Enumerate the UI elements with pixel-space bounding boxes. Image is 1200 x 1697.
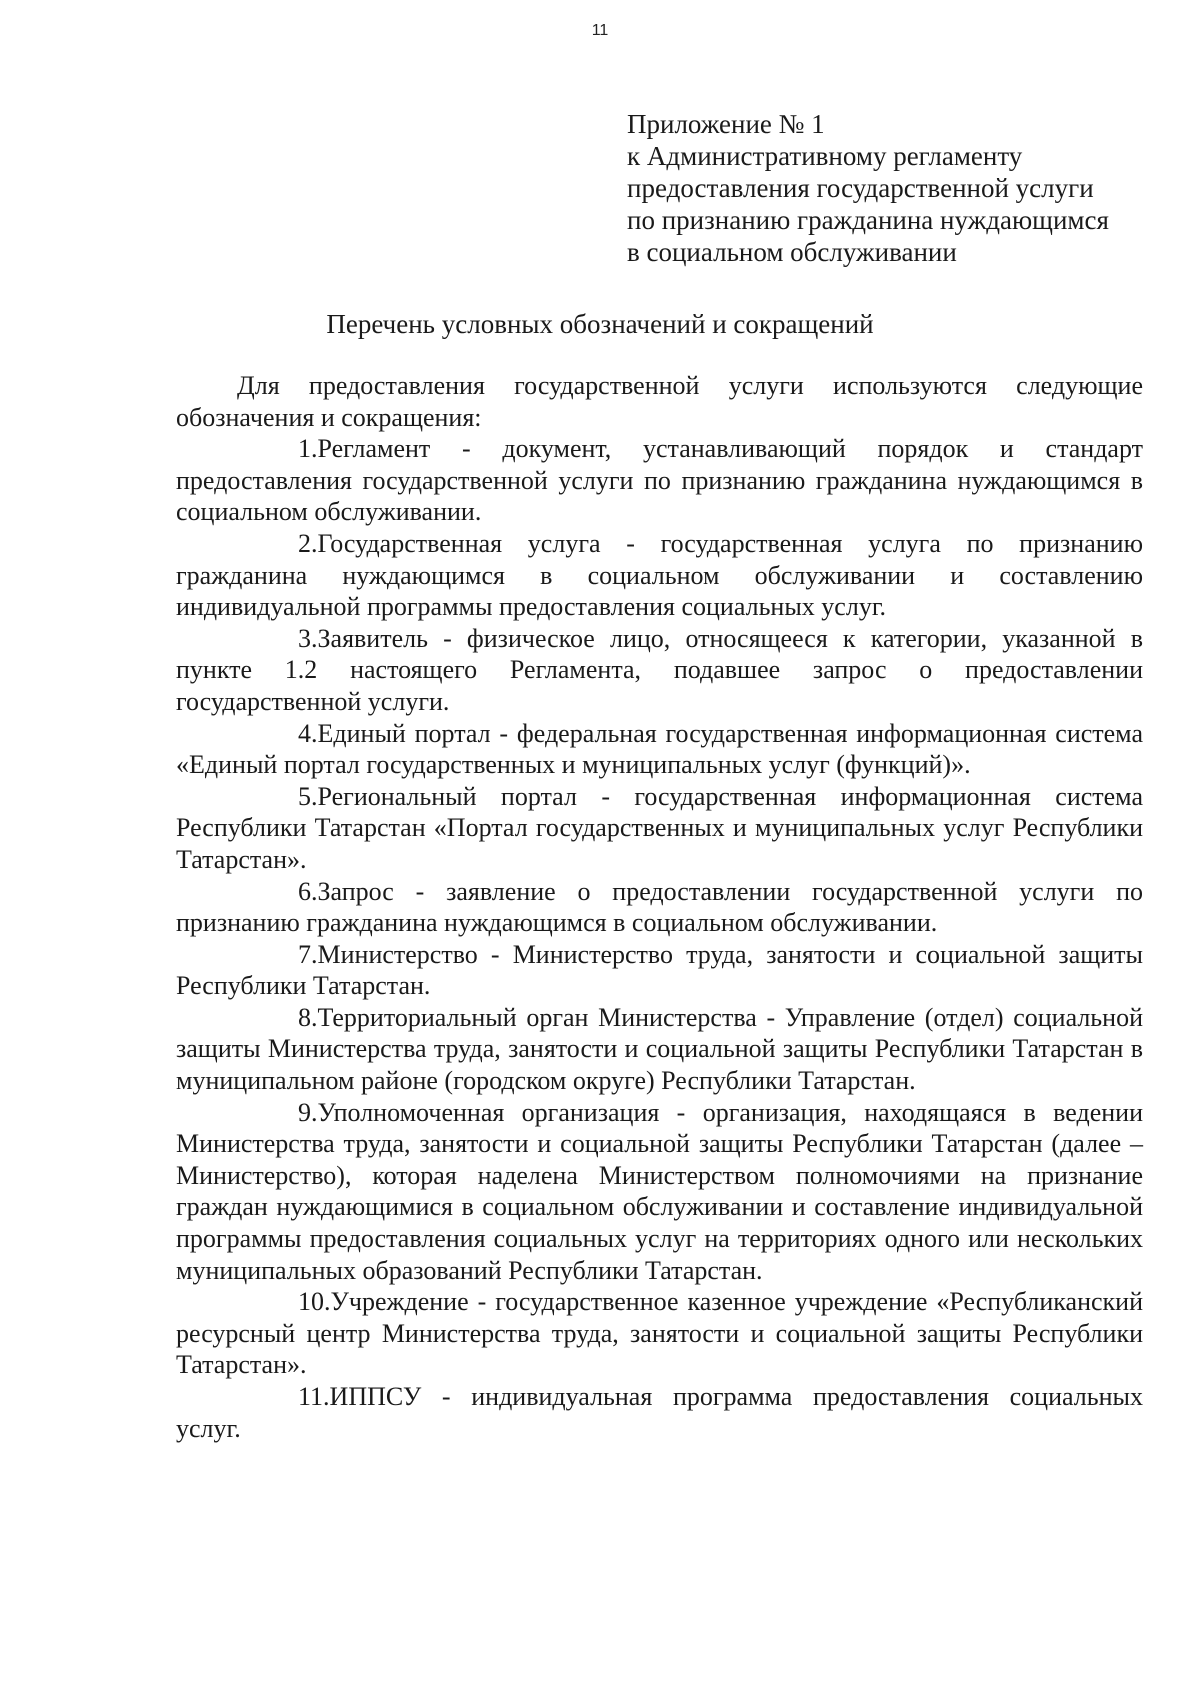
item-text: Единый портал - федеральная государственная информационная система «Единый портал государственных и муниципальных услуг (функций)».	[176, 718, 1143, 780]
list-item	[176, 939, 1143, 1002]
list-item	[176, 1002, 1143, 1097]
item-number: 10.	[298, 1287, 331, 1317]
item-number: 8.	[298, 1002, 318, 1032]
item-text: Государственная услуга - государственная услуга по признанию гражданина нуждающимся в социальном обслуживании и составлению индивидуальной программы предоставления социальных услуг.	[176, 528, 1143, 622]
item-number: 7.	[298, 939, 318, 969]
document-body	[176, 370, 1143, 1444]
item-number: 4.	[298, 718, 318, 748]
list-item	[176, 1286, 1143, 1381]
item-text: Уполномоченная организация - организация, находящаяся в ведении Министерства труда, занятости и социальной защиты Республики Татарстан (далее – Министерство), которая наделена Министерством полномочиями на признание граждан нуждающимися в социальном обслуживании и составление индивидуальной программы предоставления социальных услуг на территориях одного или нескольких муниципальных образований Республики Татарстан.	[176, 1097, 1143, 1285]
appendix-header	[627, 108, 1109, 268]
page-number: 11	[591, 22, 609, 39]
item-text: Учреждение - государственное казенное учреждение «Республиканский ресурсный центр Министерства труда, занятости и социальной защиты Республики Татарстан».	[176, 1287, 1143, 1380]
item-text: Территориальный орган Министерства - Управление (отдел) социальной защиты Министерства труда, занятости и социальной защиты Республики Татарстан в муниципальном районе (городском округе) Республики Татарстан.	[176, 1002, 1143, 1096]
item-text: Региональный портал - государственная информационная система Республики Татарстан «Портал государственных и муниципальных услуг Республики Татарстан».	[176, 781, 1143, 874]
list-item	[176, 623, 1143, 718]
appendix-line: Приложение № 1	[627, 109, 825, 139]
item-number: 5.	[298, 781, 318, 811]
item-number: 3.	[298, 623, 318, 653]
list-item	[176, 433, 1143, 528]
item-number: 6.	[298, 876, 318, 906]
list-item	[176, 528, 1143, 623]
item-text: Министерство - Министерство труда, занятости и социальной защиты Республики Татарстан.	[176, 939, 1143, 1001]
item-number: 9.	[298, 1097, 318, 1127]
appendix-line: в социальном обслуживании	[627, 237, 957, 267]
item-text: Заявитель - физическое лицо, относящееся к категории, указанной в пункте 1.2 настоящего Регламента, подавшее запрос о предоставлении государственной услуги.	[176, 623, 1143, 716]
intro-paragraph: Для предоставления государственной услуги используются следующие обозначения и сокращения:	[176, 371, 1143, 432]
appendix-line: предоставления государственной услуги	[627, 173, 1094, 203]
appendix-line: к Административному регламенту	[627, 141, 1023, 171]
item-number: 2.	[298, 528, 318, 558]
list-item	[176, 876, 1143, 939]
list-item	[176, 1097, 1143, 1287]
appendix-line: по признанию гражданина нуждающимся	[627, 205, 1109, 235]
item-number: 11.	[298, 1382, 330, 1411]
item-number: 1.	[298, 434, 318, 464]
item-text: Регламент - документ, устанавливающий порядок и стандарт предоставления государственной услуги по признанию гражданина нуждающимся в социальном обслуживании.	[176, 434, 1143, 527]
list-item	[176, 1381, 1143, 1444]
item-text: Запрос - заявление о предоставлении государственной услуги по признанию гражданина нуждающимся в социальном обслуживании.	[176, 876, 1143, 938]
item-text: ИППСУ - индивидуальная программа предоставления социальных услуг.	[176, 1382, 1143, 1443]
list-item	[176, 781, 1143, 876]
document-title: Перечень условных обозначений и сокращений	[326, 309, 874, 339]
list-item	[176, 718, 1143, 781]
